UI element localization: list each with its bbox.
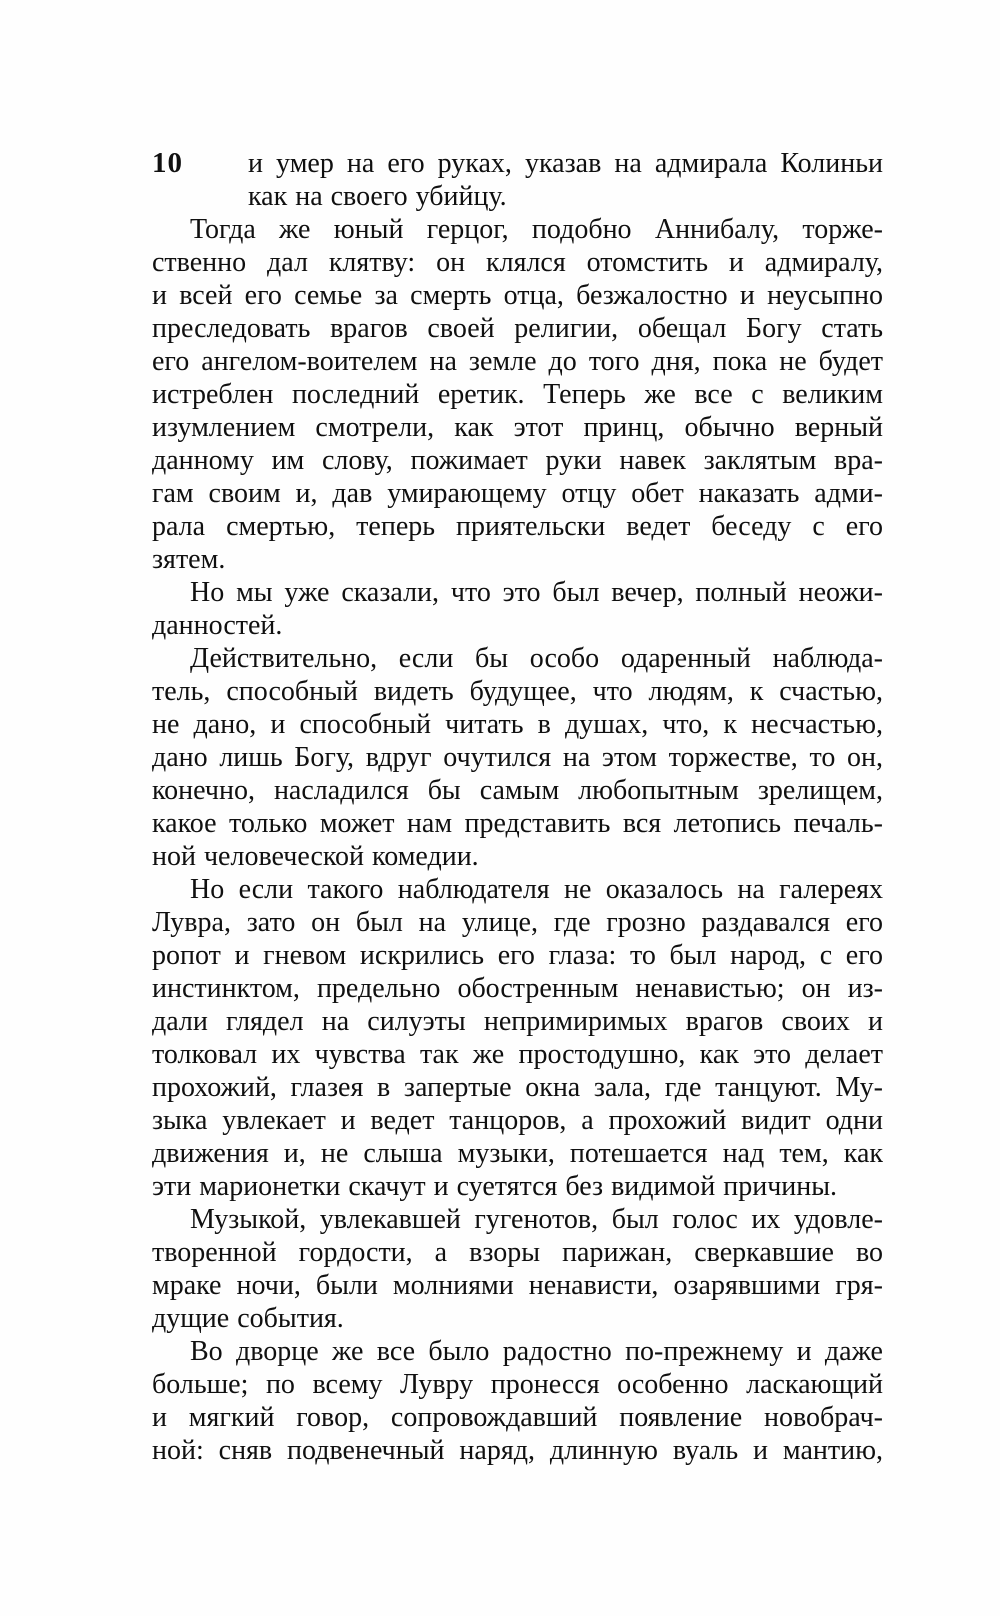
text-line: гам своим и, дав умирающему отцу обет наказать адми- xyxy=(152,478,883,509)
text-line: творенной гордости, а взоры парижан, сверкавшие во xyxy=(152,1237,883,1268)
paragraph xyxy=(152,576,883,642)
page-number: 10 xyxy=(152,147,183,179)
paragraph xyxy=(152,147,883,213)
text-line: движения и, не слыша музыки, потешается над тем, как xyxy=(152,1138,883,1169)
text-line: эти марионетки скачут и суетятся без видимой причины. xyxy=(152,1171,838,1202)
text-line: ной человеческой комедии. xyxy=(152,841,479,872)
text-line: данностей. xyxy=(152,610,283,641)
text-line: не дано, и способный читать в душах, что, к несчастью, xyxy=(152,709,883,740)
text-line: мраке ночи, были молниями ненависти, озарявшими гря- xyxy=(152,1270,883,1301)
paragraph xyxy=(152,213,883,576)
text-line: дано лишь Богу, вдруг очутился на этом торжестве, то он, xyxy=(152,742,883,773)
text-line: толковал их чувства так же простодушно, как это делает xyxy=(152,1039,883,1070)
text-line: как на своего убийцу. xyxy=(248,181,507,212)
text-line: зятем. xyxy=(152,544,226,575)
text-line: и мягкий говор, сопровождавший появление новобрач- xyxy=(152,1402,883,1433)
text-line: прохожий, глазея в запертые окна зала, где танцуют. Му- xyxy=(152,1072,883,1103)
text-line: зыка увлекает и ведет танцоров, а прохожий видит одни xyxy=(152,1105,883,1136)
text-line: преследовать врагов своей религии, обещал Богу стать xyxy=(152,313,883,344)
text-line: дали глядел на силуэты непримиримых врагов своих и xyxy=(152,1006,883,1037)
text-line: дущие события. xyxy=(152,1303,344,1334)
text-line: данному им слову, пожимает руки навек заклятым вра- xyxy=(152,445,883,476)
text-line: Действительно, если бы особо одаренный наблюда- xyxy=(190,643,883,674)
paragraph xyxy=(152,642,883,873)
text-line: Лувра, зато он был на улице, где грозно раздавался его xyxy=(152,907,883,938)
paragraph xyxy=(152,873,883,1203)
text-line: изумлением смотрели, как этот принц, обычно верный xyxy=(152,412,883,443)
text-line: Во дворце же все было радостно по-прежнему и даже xyxy=(190,1336,883,1367)
text-line: Музыкой, увлекавшей гугенотов, был голос их удовле- xyxy=(190,1204,883,1235)
text-line: ственно дал клятву: он клялся отомстить и адмиралу, xyxy=(152,247,883,278)
text-line: ропот и гневом искрились его глаза: то был народ, с его xyxy=(152,940,883,971)
text-line: Но мы уже сказали, что это был вечер, полный неожи- xyxy=(190,577,883,608)
text-line: инстинктом, предельно обостренным ненавистью; он из- xyxy=(152,973,883,1004)
text-line: конечно, насладился бы самым любопытным зрелищем, xyxy=(152,775,883,806)
text-block xyxy=(152,147,883,1467)
text-line: и умер на его руках, указав на адмирала Колиньи xyxy=(248,148,883,179)
text-line: тель, способный видеть будущее, что людям, к счастью, xyxy=(152,676,883,707)
text-line: Но если такого наблюдателя не оказалось на галереях xyxy=(190,874,883,905)
text-line: Тогда же юный герцог, подобно Аннибалу, торже- xyxy=(190,214,883,245)
text-line: ной: сняв подвенечный наряд, длинную вуаль и мантию, xyxy=(152,1435,883,1466)
paragraph xyxy=(152,1203,883,1335)
text-line: больше; по всему Лувру пронесся особенно ласкающий xyxy=(152,1369,883,1400)
text-line: рала смертью, теперь приятельски ведет беседу с его xyxy=(152,511,883,542)
text-line: его ангелом-воителем на земле до того дня, пока не будет xyxy=(152,346,883,377)
paragraph xyxy=(152,1335,883,1467)
text-line: и всей его семье за смерть отца, безжалостно и неусыпно xyxy=(152,280,883,311)
text-line: истреблен последний еретик. Теперь же все с великим xyxy=(152,379,883,410)
text-line: какое только может нам представить вся летопись печаль- xyxy=(152,808,883,839)
